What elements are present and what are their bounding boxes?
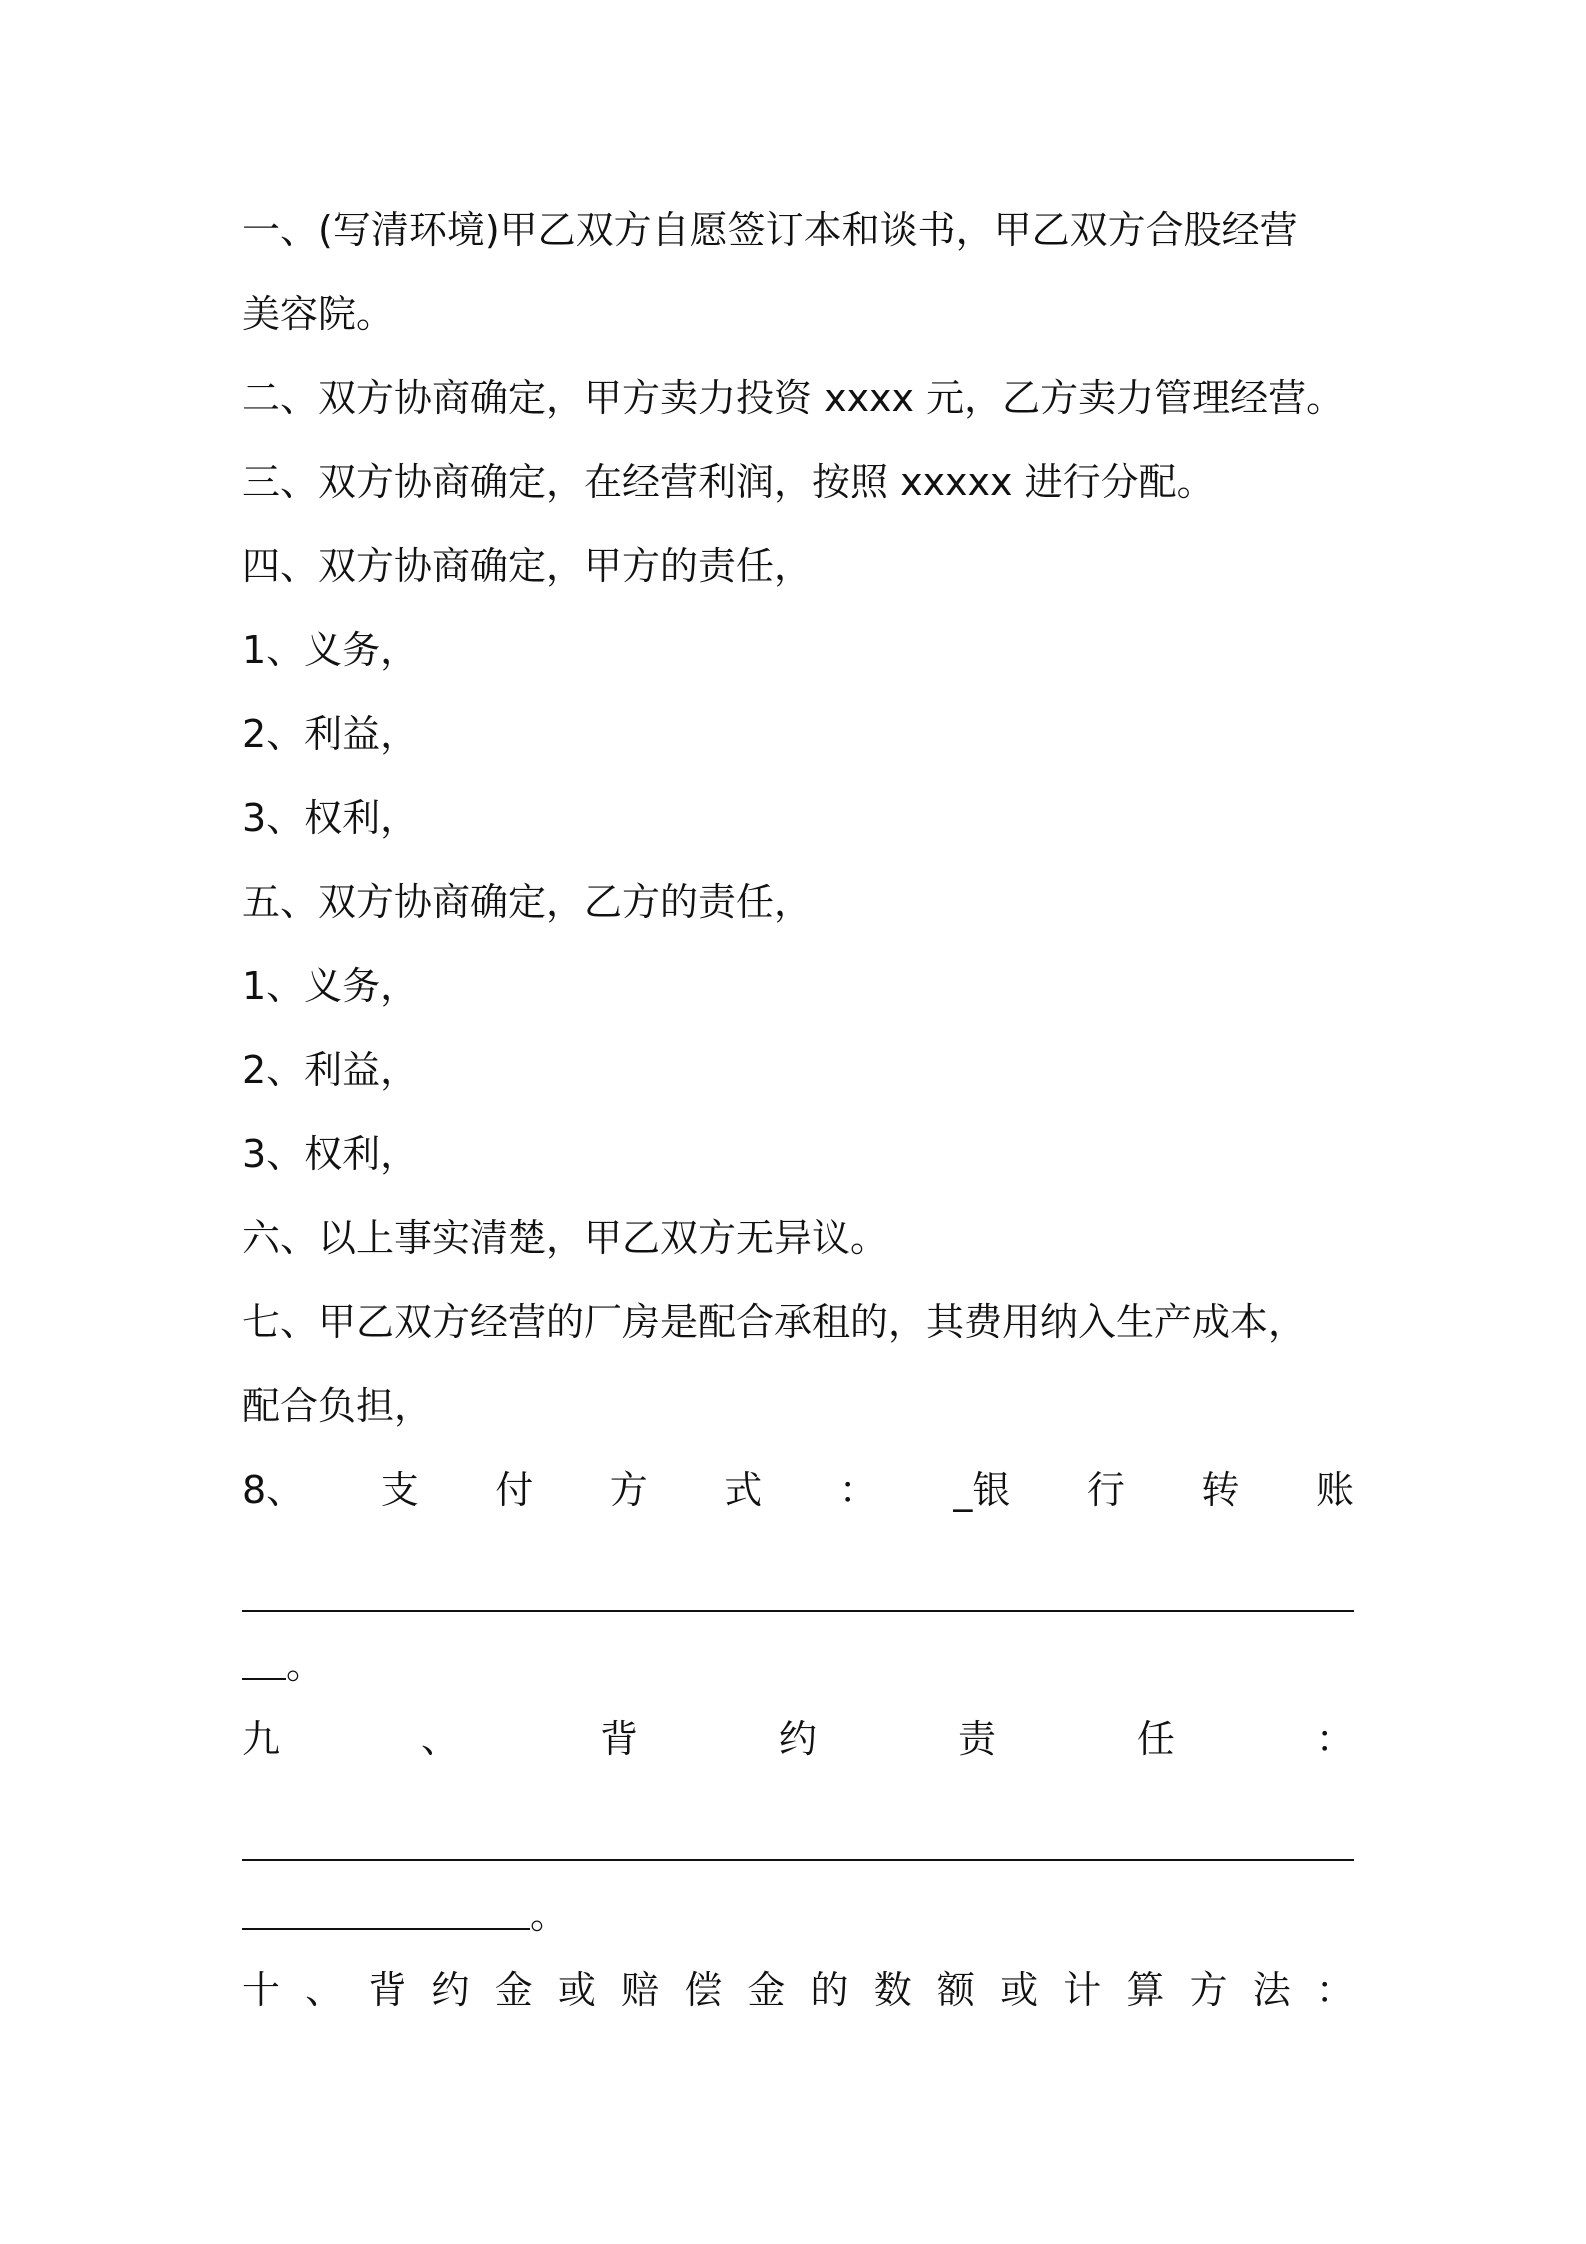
blank-underline: [242, 1648, 286, 1680]
penalty-token: 的: [810, 1968, 849, 2012]
clause-4: 四、双方协商确定，甲方的责任，: [242, 544, 813, 588]
payment-token: 方: [609, 1468, 648, 1512]
penalty-token: 偿: [684, 1968, 723, 2012]
clause-4-item-1: 1、义务，: [242, 628, 419, 672]
breach-token: 责: [957, 1717, 996, 1761]
clause-9-breach: [242, 1716, 1354, 1762]
payment-token: 付: [495, 1468, 534, 1512]
penalty-token: 额: [936, 1968, 975, 2012]
payment-token: 行: [1086, 1468, 1125, 1512]
clause-2: 二、双方协商确定，甲方卖力投资 xxxx 元，乙方卖力管理经营。: [242, 376, 1345, 420]
penalty-token: 计: [1063, 1968, 1102, 2012]
clause-7-line-1: 七、甲乙双方经营的厂房是配合承租的，其费用纳入生产成本，: [242, 1300, 1307, 1344]
payment-token: 式: [724, 1468, 763, 1512]
breach-token: ：: [1315, 1717, 1354, 1761]
breach-blank-line: [242, 1823, 1354, 1869]
breach-token: 、: [420, 1717, 459, 1761]
penalty-token: ：: [1315, 1968, 1354, 2012]
blank-underline: [242, 1610, 1354, 1612]
blank-underline: [242, 1859, 1354, 1861]
penalty-token: 算: [1126, 1968, 1165, 2012]
payment-token: 账: [1315, 1468, 1354, 1512]
penalty-token: 十: [242, 1968, 281, 2012]
blank-underline: [242, 1898, 530, 1930]
payment-token: 转: [1201, 1468, 1240, 1512]
penalty-token: 数: [873, 1968, 912, 2012]
clause-5-item-3: 3、权利，: [242, 1132, 419, 1176]
payment-blank-line: [242, 1574, 1354, 1620]
clause-1-line-1: 一、(写清环境)甲乙双方自愿签订本和谈书，甲乙双方合股经营: [242, 208, 1298, 252]
clause-5: 五、双方协商确定，乙方的责任，: [242, 880, 813, 924]
penalty-token: 金: [494, 1968, 533, 2012]
clause-3: 三、双方协商确定，在经营利润，按照 xxxxx 进行分配。: [242, 460, 1215, 504]
clause-4-item-3: 3、权利，: [242, 796, 419, 840]
penalty-token: 或: [1000, 1968, 1039, 2012]
penalty-token: 背: [368, 1968, 407, 2012]
clause-5-item-2: 2、利益，: [242, 1048, 419, 1092]
payment-token: ：: [838, 1468, 877, 1512]
breach-period: 。: [530, 1893, 569, 1937]
breach-token: 九: [242, 1717, 281, 1761]
breach-token: 任: [1136, 1717, 1175, 1761]
clause-4-item-2: 2、利益，: [242, 712, 419, 756]
payment-period: 。: [286, 1643, 325, 1687]
penalty-token: 赔: [621, 1968, 660, 2012]
breach-token: 背: [599, 1717, 638, 1761]
penalty-token: 方: [1189, 1968, 1228, 2012]
clause-7-line-2: 配合负担，: [242, 1384, 433, 1428]
clause-8-payment: [242, 1467, 1354, 1513]
breach-blank-end: [242, 1892, 568, 1938]
penalty-token: 法: [1252, 1968, 1291, 2012]
penalty-token: 、: [305, 1968, 344, 2012]
penalty-token: 或: [557, 1968, 596, 2012]
clause-10-penalty: [242, 1967, 1354, 2013]
penalty-token: 约: [431, 1968, 470, 2012]
payment-token: 8、: [242, 1468, 305, 1512]
clause-5-item-1: 1、义务，: [242, 964, 419, 1008]
payment-blank-end: [242, 1642, 324, 1688]
breach-token: 约: [778, 1717, 817, 1761]
clause-6: 六、以上事实清楚，甲乙双方无异议。: [242, 1216, 889, 1260]
payment-token: 支: [380, 1468, 419, 1512]
penalty-token: 金: [747, 1968, 786, 2012]
payment-token: _银: [953, 1468, 1011, 1512]
clause-1-line-2: 美容院。: [242, 292, 395, 336]
